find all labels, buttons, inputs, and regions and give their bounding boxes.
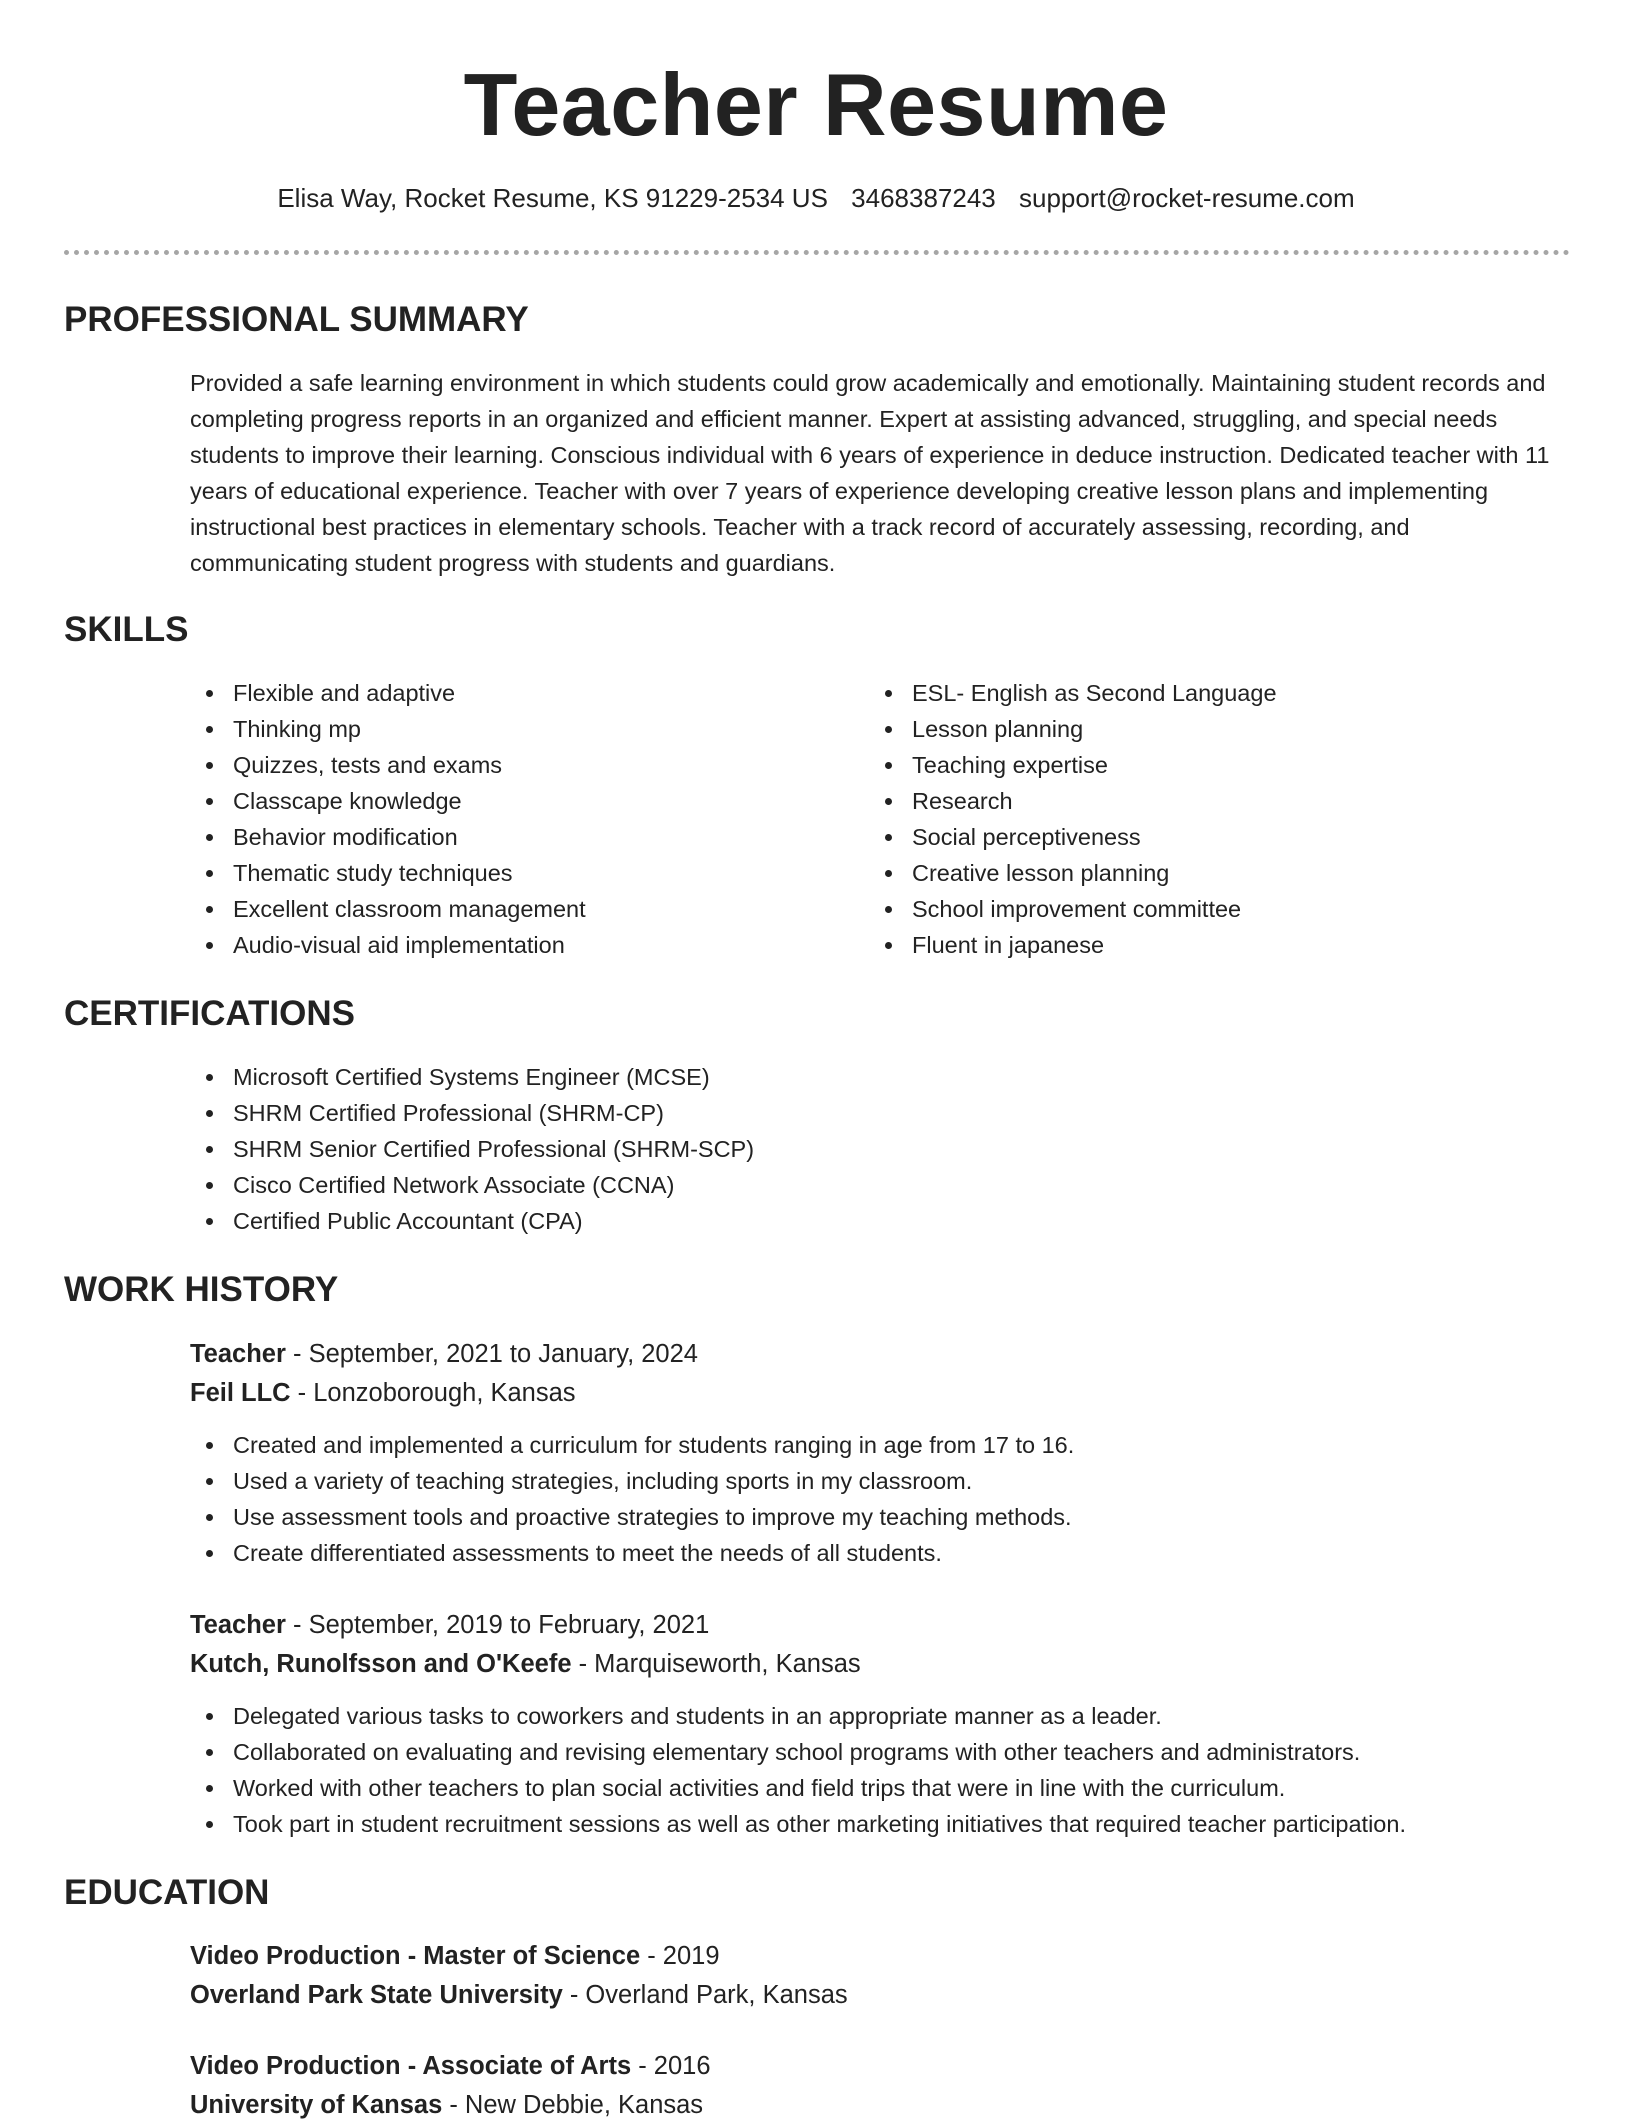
list-item: ESL- English as Second Language — [869, 675, 1529, 711]
contact-address: Elisa Way, Rocket Resume, KS 91229-2534 US — [277, 183, 828, 213]
education-school: University of Kansas — [190, 2091, 443, 2119]
certifications-list — [190, 1059, 1190, 1239]
list-item: Excellent classroom management — [190, 891, 850, 927]
list-item: Teaching expertise — [869, 747, 1529, 783]
education-entry — [190, 2047, 1572, 2125]
list-item: Created and implemented a curriculum for students ranging in age from 17 to 16. — [190, 1427, 1572, 1463]
list-item: Certified Public Accountant (CPA) — [190, 1203, 1190, 1239]
education-year: - 2019 — [640, 1942, 720, 1970]
list-item: Thinking mp — [190, 711, 850, 747]
education-entry — [190, 1937, 1572, 2015]
skills-list-right — [869, 675, 1529, 963]
list-item: SHRM Senior Certified Professional (SHRM-SCP) — [190, 1131, 1190, 1167]
list-item: Behavior modification — [190, 819, 850, 855]
list-item: SHRM Certified Professional (SHRM-CP) — [190, 1095, 1190, 1131]
skills-list-left — [190, 675, 850, 963]
education-degree: Video Production - Associate of Arts — [190, 2052, 632, 2080]
job-location: - Lonzoborough, Kansas — [290, 1379, 576, 1407]
job-duties — [190, 1427, 1572, 1571]
section-heading-summary: PROFESSIONAL SUMMARY — [64, 300, 529, 339]
list-item: Cisco Certified Network Associate (CCNA) — [190, 1167, 1190, 1203]
list-item: School improvement committee — [869, 891, 1529, 927]
resume-title: Teacher Resume — [463, 55, 1169, 154]
list-item: Classcape knowledge — [190, 783, 850, 819]
list-item: Delegated various tasks to coworkers and students in an appropriate manner as a leader. — [190, 1698, 1572, 1734]
job-employer — [190, 1374, 1572, 1413]
list-item: Took part in student recruitment sessions as well as other marketing initiatives that required teacher participation. — [190, 1806, 1572, 1842]
header-divider — [64, 250, 1570, 255]
education-year: - 2016 — [631, 2052, 711, 2080]
education-degree-line — [190, 2047, 1572, 2086]
education-school: Overland Park State University — [190, 1981, 563, 2009]
job-header — [190, 1606, 1572, 1645]
job-entry — [190, 1606, 1572, 1842]
job-title: Teacher — [190, 1611, 286, 1639]
list-item: Flexible and adaptive — [190, 675, 850, 711]
section-heading-work-history: WORK HISTORY — [64, 1270, 339, 1309]
list-item: Worked with other teachers to plan social activities and field trips that were in line with the curriculum. — [190, 1770, 1572, 1806]
list-item: Thematic study techniques — [190, 855, 850, 891]
job-company: Kutch, Runolfsson and O'Keefe — [190, 1650, 572, 1678]
education-location: - Overland Park, Kansas — [562, 1981, 848, 2009]
list-item: Creative lesson planning — [869, 855, 1529, 891]
list-item: Collaborated on evaluating and revising elementary school programs with other teachers and administrators. — [190, 1734, 1572, 1770]
contact-phone: 3468387243 — [851, 183, 996, 213]
education-degree-line — [190, 1937, 1572, 1976]
education-degree: Video Production - Master of Science — [190, 1942, 641, 1970]
contact-line — [0, 180, 1632, 216]
section-heading-certifications: CERTIFICATIONS — [64, 994, 356, 1033]
job-dates: - September, 2019 to February, 2021 — [285, 1611, 710, 1639]
section-heading-education: EDUCATION — [64, 1873, 270, 1912]
job-header — [190, 1335, 1572, 1374]
summary-text: Provided a safe learning environment in which students could grow academically and emotionally. Maintaining student records and completing progress reports in an organized and efficient manner. Expert at assisting advanced, struggling, and special needs students to improve their learning. Conscious individual with 6 years of experience in deduce instruction. Dedicated teacher with 11 years of educational experience. Teacher with over 7 years of experience developing creative lesson plans and implementing instructional best practices in elementary schools. Teacher with a track record of accurately assessing, recording, and communicating student progress with students and guardians. — [190, 370, 1550, 576]
job-company: Feil LLC — [190, 1379, 291, 1407]
education-location: - New Debbie, Kansas — [442, 2091, 704, 2119]
list-item: Used a variety of teaching strategies, including sports in my classroom. — [190, 1463, 1572, 1499]
list-item: Fluent in japanese — [869, 927, 1529, 963]
job-location: - Marquiseworth, Kansas — [571, 1650, 861, 1678]
education-school-line — [190, 2086, 1572, 2125]
list-item: Audio-visual aid implementation — [190, 927, 850, 963]
list-item: Use assessment tools and proactive strategies to improve my teaching methods. — [190, 1499, 1572, 1535]
education-school-line — [190, 1976, 1572, 2015]
section-heading-skills: SKILLS — [64, 610, 189, 649]
list-item: Lesson planning — [869, 711, 1529, 747]
list-item: Social perceptiveness — [869, 819, 1529, 855]
job-entry — [190, 1335, 1572, 1571]
list-item: Quizzes, tests and exams — [190, 747, 850, 783]
list-item: Microsoft Certified Systems Engineer (MCSE) — [190, 1059, 1190, 1095]
job-dates: - September, 2021 to January, 2024 — [285, 1340, 698, 1368]
job-employer — [190, 1645, 1572, 1684]
job-title: Teacher — [190, 1340, 286, 1368]
list-item: Create differentiated assessments to meet the needs of all students. — [190, 1535, 1572, 1571]
contact-email: support@rocket-resume.com — [1019, 183, 1355, 213]
job-duties — [190, 1698, 1572, 1842]
list-item: Research — [869, 783, 1529, 819]
